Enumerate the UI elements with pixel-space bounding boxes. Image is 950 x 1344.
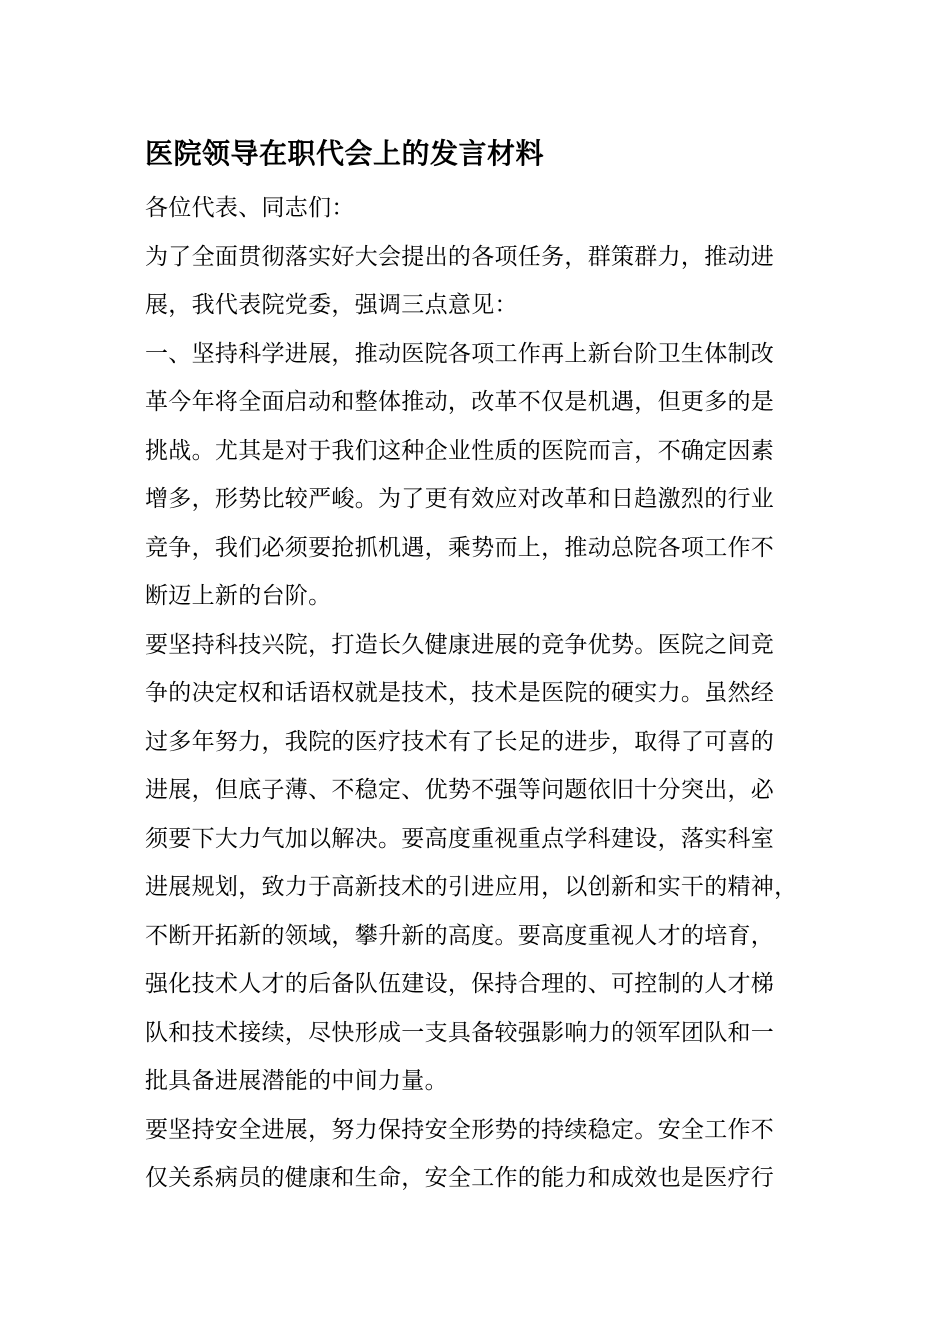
paragraph-safety bbox=[145, 1106, 825, 1203]
text-line: 竞争，我们必须要抢抓机遇，乘势而上，推动总院各项工作不 bbox=[145, 534, 775, 561]
text-line: 不断开拓新的领域，攀升新的高度。要高度重视人才的培育， bbox=[145, 922, 775, 949]
document-title: 医院领导在职代会上的发言材料 bbox=[145, 137, 545, 170]
text-line: 进展，但底子薄、不稳定、优势不强等问题依旧十分突出，必 bbox=[145, 777, 775, 803]
text-line: 增多，形势比较严峻。为了更有效应对改革和日趋激烈的行业 bbox=[145, 486, 775, 512]
text-line: 各位代表、同志们： bbox=[145, 195, 355, 221]
text-line: 批具备进展潜能的中间力量。 bbox=[145, 1068, 448, 1094]
paragraph-technology bbox=[145, 621, 825, 1106]
text-line: 要坚持科技兴院，打造长久健康进展的竞争优势。医院之间竞 bbox=[145, 631, 775, 658]
text-line: 革今年将全面启动和整体推动，改革不仅是机遇，但更多的是 bbox=[145, 389, 775, 415]
paragraph-intro bbox=[145, 233, 825, 330]
paragraph-salutation bbox=[145, 184, 825, 233]
paragraph-point-one bbox=[145, 330, 825, 621]
text-line: 断迈上新的台阶。 bbox=[145, 583, 332, 609]
text-line: 队和技术接续，尽快形成一支具备较强影响力的领军团队和一 bbox=[145, 1019, 775, 1046]
text-line: 展，我代表院党委，强调三点意见： bbox=[145, 292, 518, 318]
text-line: 要坚持安全进展，努力保持安全形势的持续稳定。安全工作不 bbox=[145, 1116, 775, 1143]
text-line: 一、坚持科学进展，推动医院各项工作再上新台阶卫生体制改 bbox=[145, 340, 775, 367]
text-line: 为了全面贯彻落实好大会提出的各项任务，群策群力，推动进 bbox=[145, 243, 775, 270]
text-line: 强化技术人才的后备队伍建设，保持合理的、可控制的人才梯 bbox=[145, 971, 775, 997]
text-line: 过多年努力，我院的医疗技术有了长足的进步，取得了可喜的 bbox=[145, 728, 775, 755]
text-line: 挑战。尤其是对于我们这种企业性质的医院而言，不确定因素 bbox=[145, 437, 775, 464]
text-line: 争的决定权和话语权就是技术，技术是医院的硬实力。虽然经 bbox=[145, 680, 775, 706]
text-line: 须要下大力气加以解决。要高度重视重点学科建设，落实科室 bbox=[145, 825, 775, 852]
text-line: 仅关系病员的健康和生命，安全工作的能力和成效也是医疗行 bbox=[145, 1165, 775, 1191]
text-line: 进展规划，致力于高新技术的引进应用，以创新和实干的精神， bbox=[145, 874, 798, 900]
document-body bbox=[145, 132, 825, 1203]
